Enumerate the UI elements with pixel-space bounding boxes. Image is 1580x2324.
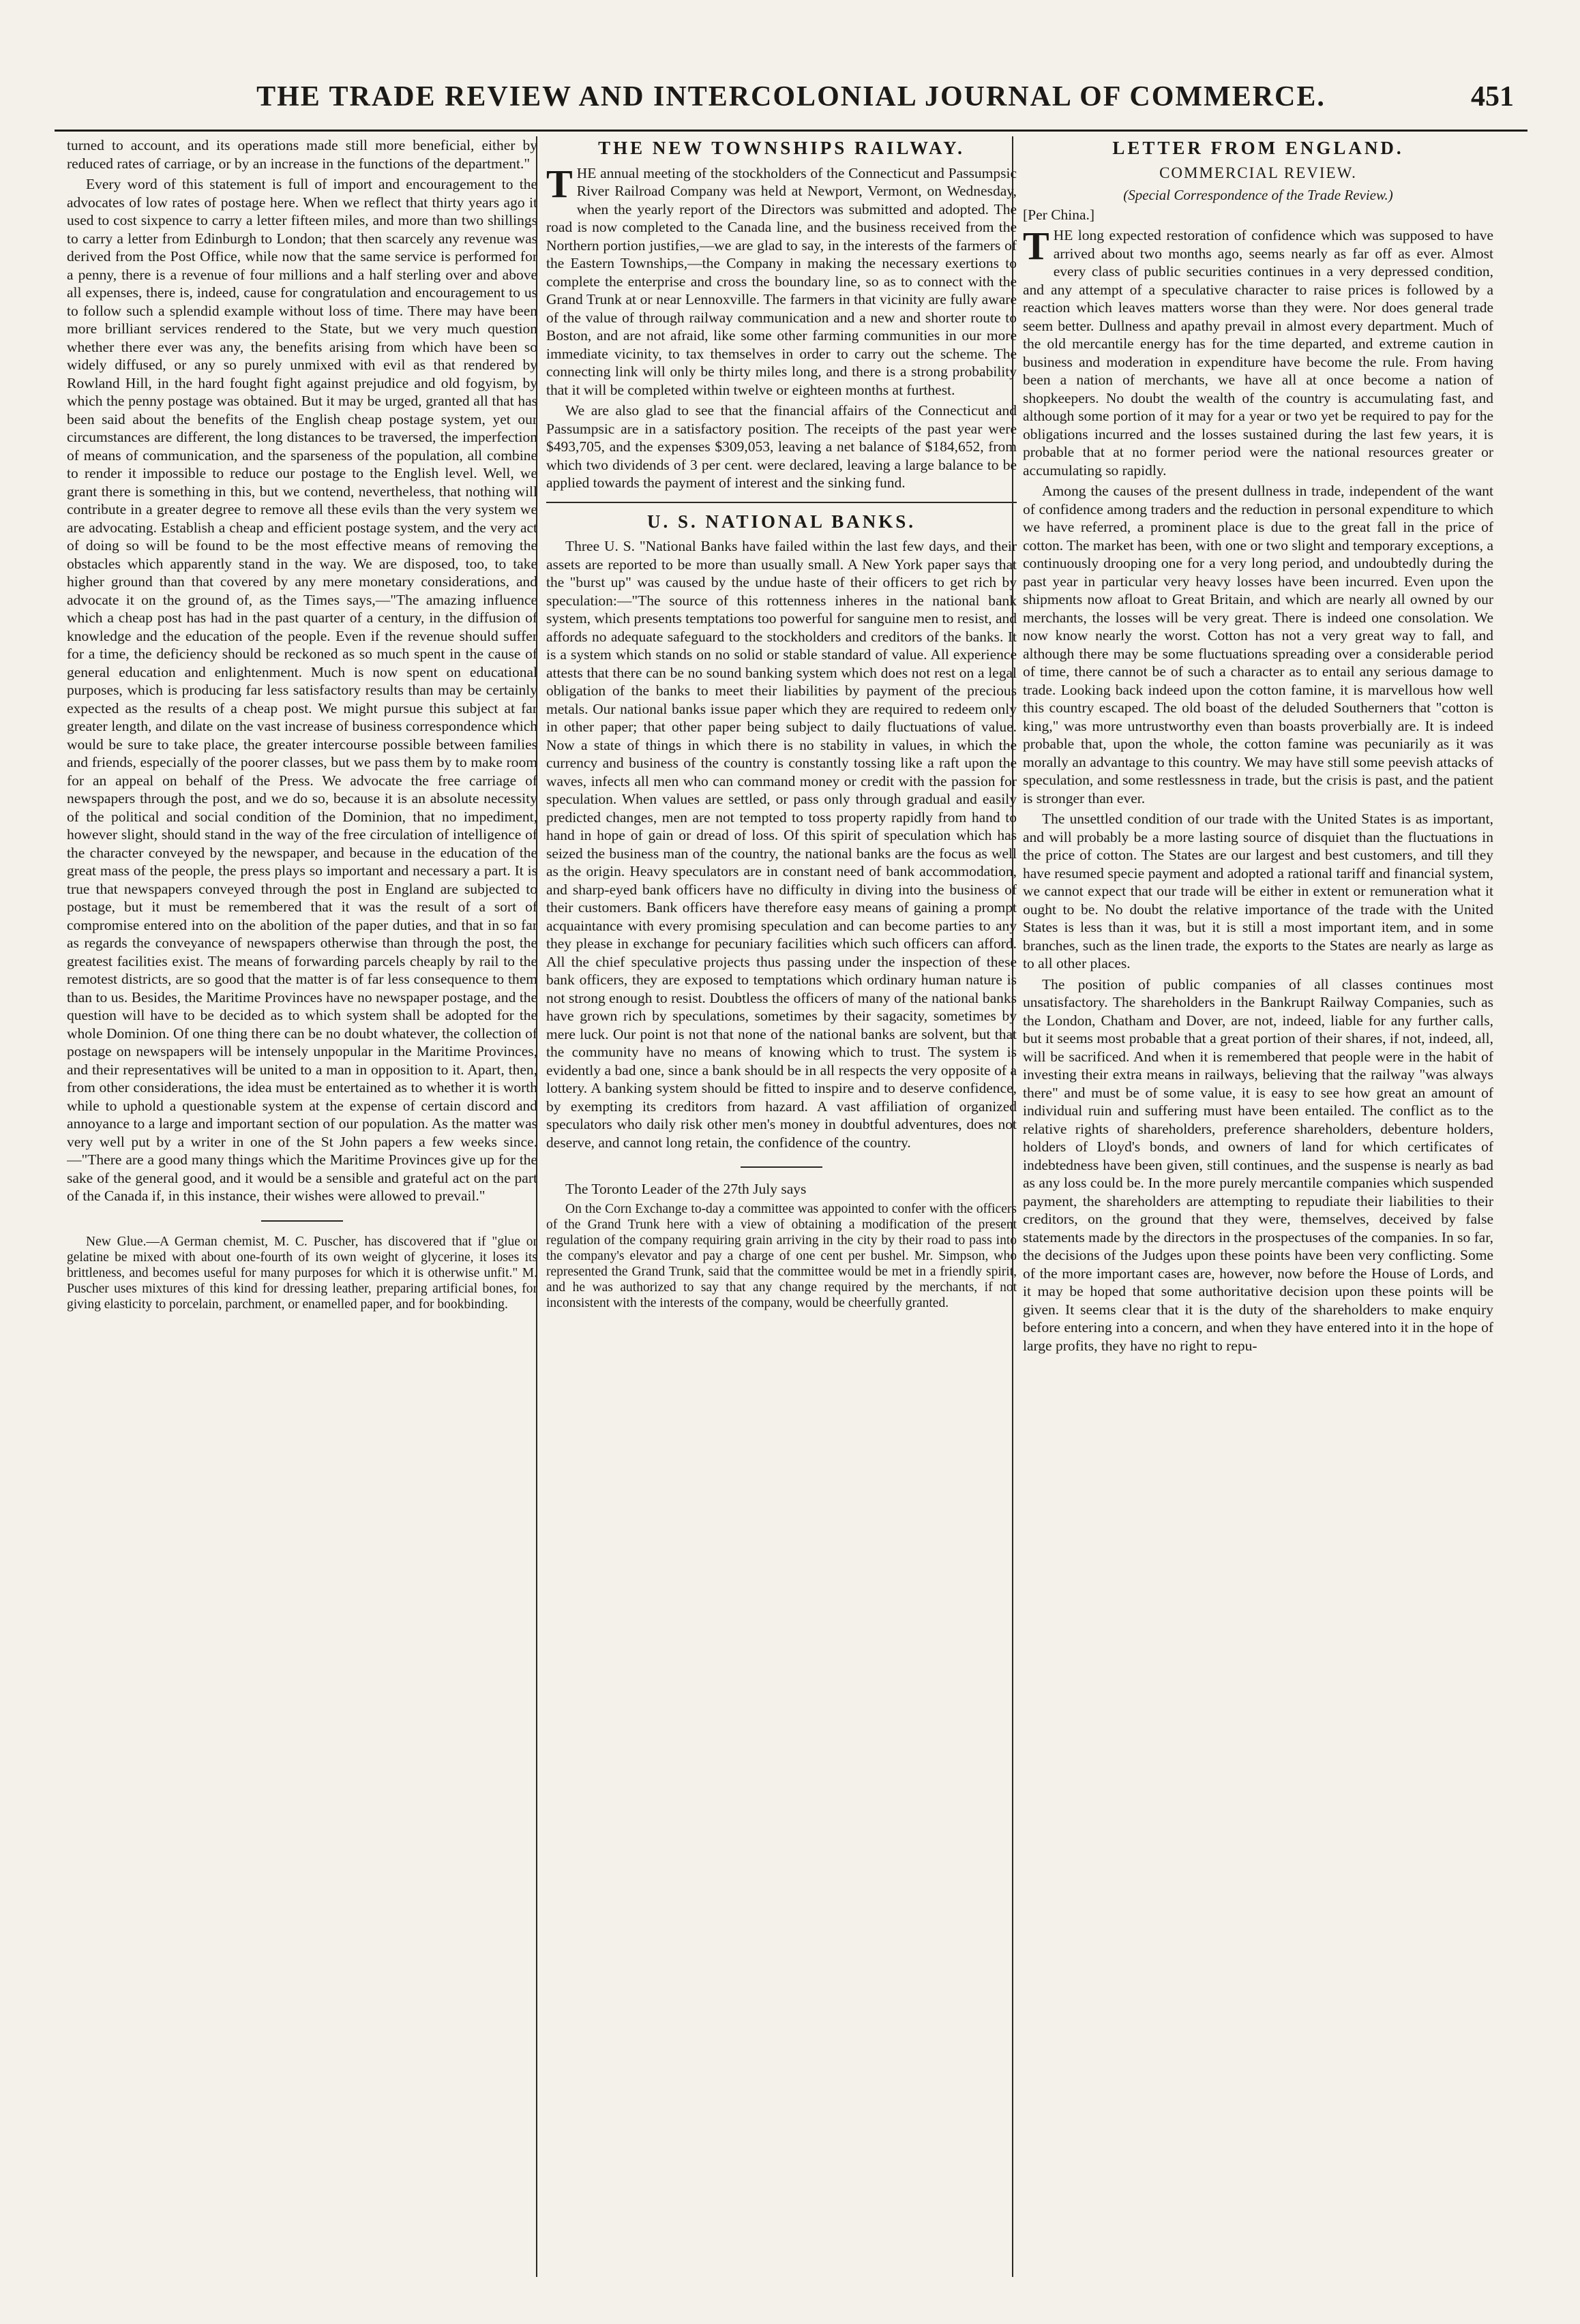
drop-cap: T <box>546 161 573 206</box>
byline: (Special Correspondence of the Trade Review.) <box>1123 187 1393 203</box>
paragraph-text: HE long expected restoration of confidence which was supposed to have arrived about two months ago, seems nearly as far off as ever. Almost every class of public securities continues in a very depressed condition, and any attempt of a speculative character to raise prices is followed by a reaction which leaves matters worse than they were. Nor does general trade seem better. Dullness and apathy prevail in almost every department. Much of the old mercantile energy has for the time departed, and extreme caution in business and moderation in expenditure have become the rule. From having been a nation of merchants, we have all at once become a nation of shopkeepers. No doubt the wealth of the country is accumulating fast, and although some portion of it may for a year or two yet be required to pay for the obligations incurred and the losses sustained during the last few years, it is probable that at no former period were the national resources greater or accumulating so rapidly. <box>1023 227 1493 479</box>
separator-rule <box>741 1166 822 1168</box>
article-paragraph: The Toronto Leader of the 27th July says <box>565 1181 807 1197</box>
column-left <box>67 136 537 2270</box>
subheadline-commercial-review: COMMERCIAL REVIEW. <box>1159 164 1357 181</box>
separator-rule <box>261 1220 343 1222</box>
dispatch-note: [Per China.] <box>1023 206 1095 223</box>
headline-new-townships-railway: THE NEW TOWNSHIPS RAILWAY. <box>598 138 965 158</box>
masthead <box>68 80 1514 123</box>
separator-rule <box>546 502 1017 503</box>
page-number: 451 <box>1471 81 1514 112</box>
article-paragraph: The position of public companies of all classes continues most unsatisfactory. The shareholders in the Bankrupt Railway Companies, such as the London, Chatham and Dover, are not, indeed, liable for any further calls, but it seems most probable that a great portion of their shares, if not, indeed, all, will be sacrificed. And when it is remembered that people were in the habit of investing their extra means in railways, believing that the railway "was always there" and must be of some value, it is easy to see how great an amount of individual ruin and suffering must have been entailed. The conflict as to the relative rights of shareholders, preference shareholders, debenture holders, holders of Lloyd's bonds, and owners of land for which certificates of indebtedness have been given, still continues, and the suspense is nearly as bad as any loss could be. In the more purely mercantile companies which suspended payment, the shareholders are attempting to repudiate their liabilities to their creditors, on the ground that they were, themselves, deceived by false statements made by the directors in the prospectuses of the companies. In so far, the decisions of the Judges upon these points have been very conflicting. Some of the more important cases are, however, now before the House of Lords, and it may be hoped that some authoritative decision upon these points will be given. It seems clear that it is the duty of the shareholders to make enquiry before entering into a concern, and when they have entered into it in the hope of large profits, they have no right to repu- <box>1023 976 1493 1354</box>
drop-cap: T <box>1023 224 1049 268</box>
article-paragraph: turned to account, and its operations made still more beneficial, either by reduced rates of carriage, or by an increase in the functions of the department." <box>67 137 537 172</box>
article-paragraph: Among the causes of the present dullness in trade, independent of the want of confidence among traders and the reduction in personal expenditure to which we have referred, a prominent place is due to the great fall in the price of cotton. The market has been, with one or two slight and temporary exceptions, a continuously drooping one for a very long period, and undoubtedly during the past year in particular very heavy losses have been incurred. Even upon the shipments now afloat to Great Britain, and which are nearly all owned by our merchants, the losses will be very great. There is indeed one consolation. We now know nearly the worst. Cotton has not a very great way to fall, and although there may be some fluctuations spreading over a considerable period of time, there cannot be of such a character as to entail any serious damage to trade. Looking back indeed upon the cotton famine, it is marvellous how well this country escaped. The old boast of the deluded Southerners that "cotton is king," was more untrustworthy even than boasts proverbially are. It is indeed probable that, upon the whole, the cotton famine was pecuniarily as it was morally an advantage to this country. We may have still some peevish attacks of speculation, and some restlessness in trade, but the crisis is past, and the patient is stronger than ever. <box>1023 483 1493 806</box>
article-paragraph: Every word of this statement is full of import and encouragement to the advocates of low rates of postage here. When we reflect that thirty years ago it used to cost sixpence to carry a letter fifteen miles, and more than two shillings to carry a letter from Edinburgh to London; that then scarcely any revenue was derived from the Post Office, while now that the same service is performed for a penny, there is a revenue of four millions and a half sterling over and above all expenses, there is, indeed, cause for congratulation and encouragement to us to follow such a splendid example without loss of time. There may have been more brilliant services rendered to the State, but we very much question whether there ever was any, the benefits arising from which have been so widely diffused, or any so purely unmixed with evil as that rendered by Rowland Hill, in the hard fought fight against prejudice and old fogyism, by which the penny postage was obtained. But it may be urged, granted all that has been said about the benefits of the English cheap postage system, yet our circumstances are different, the long distances to be traversed, the imperfection of means of communication, and the sparseness of the population, all combine to render it impossible to reduce our postage to the English level. Well, we grant there is something in this, but we contend, nevertheless, that nothing will contribute in a greater degree to remove all these evils than the very system we are advocating. Establish a cheap and efficient postage system, and the very act of doing so will be found to be the most effective means of removing the obstacles which apparently stand in the way. We are disposed, too, to take higher ground than that covered by any mere monetary considerations, and advocate it on the ground of, as the Times says,—"The amazing influence which a cheap post has had in the past quarter of a century, in the diffusion of knowledge and the education of the people. Even if the revenue should suffer for a time, the deficiency should be reckoned as so much spent in the cause of general education and enlightenment. Much is now spent on educational purposes, which is producing far less satisfactory results than may be certainly expected as the results of a cheap post. We might pursue this subject at far greater length, and dilate on the vast increase of business correspondence which would be sure to take place, the greater intercourse possible between families and friends, especially of the poorer classes, but we pass them by to make room for an appeal on behalf of the Press. We advocate the free carriage of newspapers through the post, and we do so, because it is an absolute necessity of the political and social condition of the Dominion, that no impediment, however slight, should stand in the way of the free circulation of intelligence of the character conveyed by the newspaper, and because in the education of the great mass of the people, the press plays so important and necessary a part. It is true that newspapers conveyed through the post in England are subjected to postage, but it must be remembered that it was the result of a sort of compromise entered into on the abolition of the paper duties, and that in so far as regards the conveyance of newspapers otherwise than through the post, the greatest facilities exist. The means of forwarding parcels cheaply by rail to the remotest districts, are so good that the matter is of far less consequence to them than to us. Besides, the Maritime Provinces have no newspaper postage, and the question will have to be decided as to which system shall be adopted for the whole Dominion. Of one thing there can be no doubt whatever, the collection of postage on newspapers will be intensely unpopular in the Maritime Provinces, and their representatives will be united to a man in opposition to it. Apart, then, from other considerations, the idea must be entertained as to whether it is worth while to uphold a questionable system at the expense of certain discord and annoyance to a large and important section of our population. As the matter was very well put by a writer in one of the St John papers a few weeks since.—"There are a good many things which the Maritime Provinces give up for the sake of the general good, and it would be a sensible and grateful act on the part of the Canada if, in this instance, their wishes were allowed to prevail." <box>67 176 537 1204</box>
article-paragraph: The unsettled condition of our trade with the United States is as important, and will probably be a more lasting source of disquiet than the fluctuations in the price of cotton. The States are our largest and best customers, and till they have resumed specie payment and adopted a rational tariff and financial system, we cannot expect that our trade will be either in extent or remuneration what it ought to be. No doubt the relative importance of the trade with the United States is less than it was, but it is still a most important item, and in some branches, such as the linen trade, the exports to the States are nearly as large as to all other places. <box>1023 811 1493 971</box>
masthead-rule <box>55 130 1527 132</box>
article-paragraph: Three U. S. "National Banks have failed within the last few days, and their assets are reported to be more than usually small. A New York paper says that the "burst up" was caused by the undue haste of their officers to get rich by speculation:—"The source of this rottenness inheres in the national bank system, which presents temptations too powerful for sanguine men to resist, and affords no adequate safeguard to the stockholders and creditors of the banks. It is a system which stands on no solid or stable standard of value. All experience attests that there can be no sound banking system which does not rest on a legal obligation of the banks to meet their liabilities by payment of the precious metals. Our national banks issue paper which they are required to redeem only in other paper; that other paper being subject to daily fluctuations of value. Now a state of things in which there is no stability in values, in which the currency and business of the country is constantly tossing like a raft upon the waves, infects all men who can command money or credit with the passion for speculation. When values are settled, or pass only through gradual and easily predicted changes, men are not tempted to toss property rapidly from hand to hand in hope of gain or dread of loss. Of this spirit of speculation which has seized the business man of the country, the national banks are the focus as well as the origin. Heavy speculators are in constant need of bank accommodation, and sharp-eyed bank officers have no difficulty in diving into the business of their customers. Bank officers have therefore easy means of gaining a prompt acquaintance with every promising speculation and can become parties to any they please in exchange for pecuniary facilities which such officers can afford. All the chief speculative projects thus passing under the inspection of these bank officers, they are exposed to temptations which ordinary human nature is not strong enough to resist. Doubtless the officers of many of the national banks have grown rich by speculations, sometimes by their sagacity, sometimes by mere luck. Our point is not that none of the national banks are solvent, but that the community have no means of knowing which to trust. The system is evidently a bad one, since a bank should be in all respects the very opposite of a lottery. A banking system should be fitted to inspire and to deserve confidence, by exempting its creditors from hazard. A vast affiliation of organized speculators who daily risk other men's money in doubtful adventures, does not deserve, and cannot long retain, the confidence of the country. <box>546 538 1017 1151</box>
quoted-paragraph: On the Corn Exchange to-day a committee was appointed to confer with the officers of the Grand Trunk here with a view of obtaining a modification of the present regulation of the company requiring grain arriving in the city by their road to pass into the company's elevator and pay a charge of one cent per bushel. Mr. Simpson, who represented the Grand Trunk, said that the committee would be met in a friendly spirit, and he was authorized to say that any change required by the merchants, if not inconsistent with the interests of the company, would be cheerfully granted. <box>546 1201 1017 1310</box>
headline-letter-from-england: LETTER FROM ENGLAND. <box>1112 138 1404 158</box>
column-middle <box>546 136 1017 2277</box>
article-paragraph <box>1023 226 1493 479</box>
journal-title: THE TRADE REVIEW AND INTERCOLONIAL JOURNAL OF COMMERCE. <box>256 81 1326 112</box>
news-item-new-glue: New Glue.—A German chemist, M. C. Puscher, has discovered that if "glue or gelatine be mixed with about one-fourth of its own weight of glycerine, it loses its brittleness, and becomes useful for many purposes for which it is otherwise unfit." M. Puscher uses mixtures of this kind for dressing leather, preparing artificial bones, for giving elasticity to porcelain, parchment, or enamelled paper, and for bookbinding. <box>67 1234 537 1312</box>
paragraph-text: HE annual meeting of the stockholders of the Connecticut and Passumpsic River Railroad Company was held at Newport, Vermont, on Wednesday, when the yearly report of the Directors was submitted and adopted. The road is now completed to the Canada line, and the business received from the Northern portion justifies,—we are glad to say, in the interests of the farmers of the Eastern Townships,—the Company in making the necessary exertions to complete the enterprise and cross the boundary line, so as to connect with the Grand Trunk at or near Lennoxville. The farmers in that vicinity are fully aware of the value of through railway communication and a new and shorter route to Boston, and are not afraid, like some other farming communities in our more immediate vicinity, to tax themselves in order to carry out the scheme. The connecting link will only be thirty miles long, and there is a strong probability that it will be completed within twelve or eighteen months at furthest. <box>546 164 1017 398</box>
headline-us-national-banks: U. S. NATIONAL BANKS. <box>646 511 916 532</box>
article-paragraph: We are also glad to see that the financial affairs of the Connecticut and Passumpsic are in a satisfactory position. The receipts of the past year were $493,705, and the expenses $309,053, leaving a net balance of $184,652, from which two dividends of 3 per cent. were declared, leaving a large balance to be applied towards the payment of interest and the sinking fund. <box>546 402 1017 491</box>
column-right <box>1023 136 1493 2277</box>
article-paragraph <box>546 161 1017 399</box>
